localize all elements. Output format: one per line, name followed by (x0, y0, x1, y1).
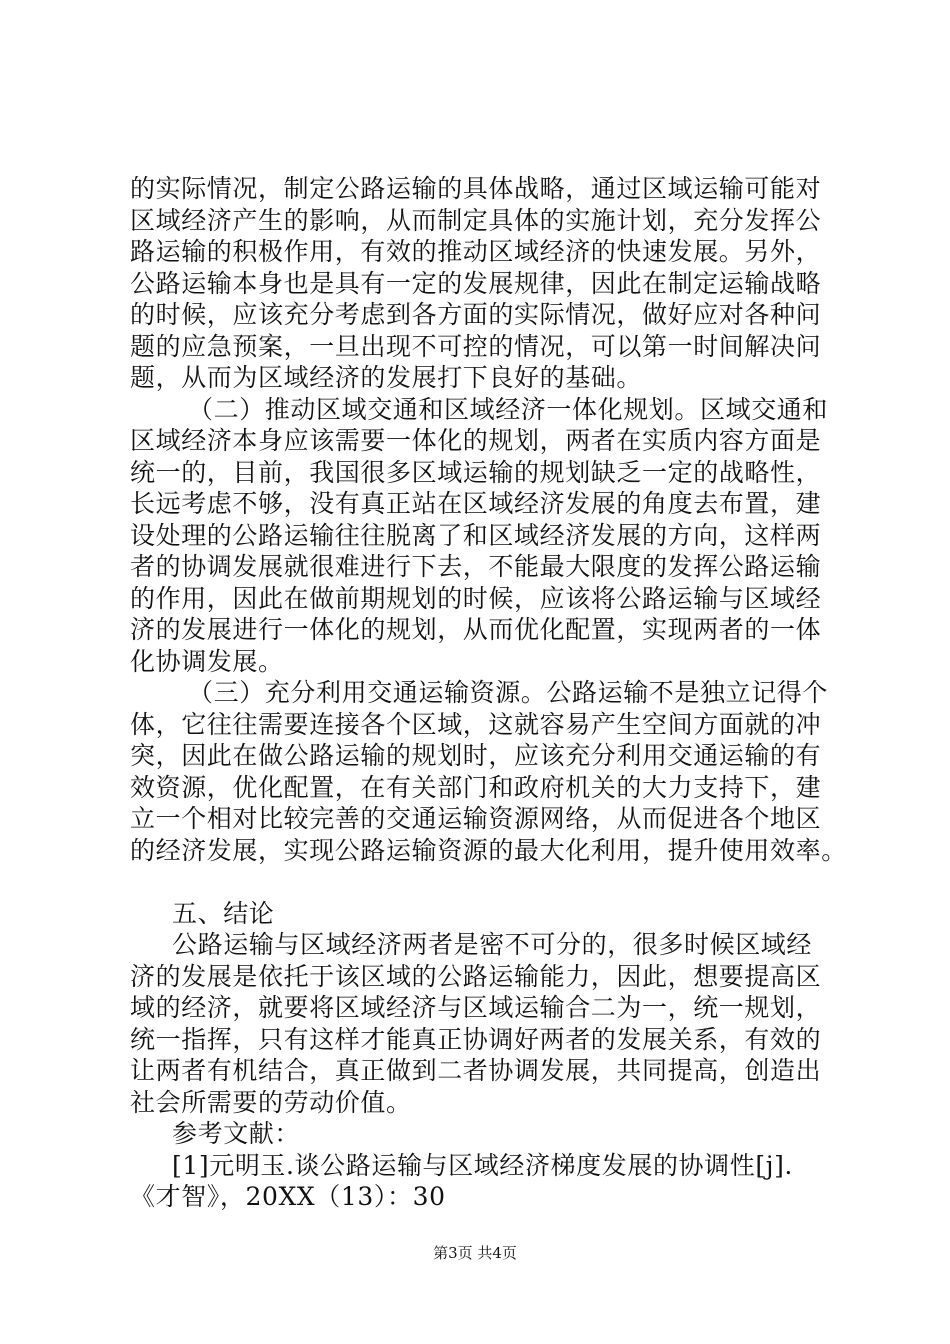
text-line: 的实际情况，制定公路运输的具体战略，通过区域运输可能对 (130, 174, 822, 203)
text-line: 题的应急预案，一旦出现不可控的情况，可以第一时间解决问 (130, 331, 822, 361)
text-line: 的作用，因此在做前期规划的时候，应该将公路运输与区域经 (130, 583, 822, 613)
text-line: 济的发展是依托于该区域的公路运输能力，因此，想要提高区 (130, 961, 822, 991)
text-line: 者的协调发展就很难进行下去，不能最大限度的发挥公路运输 (130, 552, 822, 581)
text-line: 效资源，优化配置，在有关部门和政府机关的大力支持下，建 (130, 772, 822, 802)
text-line: 路运输的积极作用，有效的推动区域经济的快速发展。另外， (130, 237, 822, 266)
text-line: 化协调发展。 (130, 646, 284, 676)
section-heading-2: （二）推动区域交通和区域经济一体化规划。区域交通和 (188, 394, 829, 424)
references-heading: 参考文献： (172, 1119, 301, 1148)
text-line: 济的发展进行一体化的规划，从而优化配置，实现两者的一体 (130, 615, 822, 644)
conclusion-heading: 五、结论 (172, 898, 275, 928)
text-line: 立一个相对比较完善的交通运输资源网络，从而促进各个地区 (130, 804, 822, 833)
text-line: 题，从而为区域经济的发展打下良好的基础。 (130, 363, 643, 392)
text-line: 区域经济产生的影响，从而制定具体的实施计划，充分发挥公 (130, 205, 822, 235)
text-line: 让两者有机结合，真正做到二者协调发展，共同提高，创造出 (130, 1056, 822, 1085)
text-line: 统一的，目前，我国很多区域运输的规划缺乏一定的战略性， (130, 457, 822, 487)
text-line: 社会所需要的劳动价值。 (130, 1087, 412, 1117)
text-line: 的经济发展，实现公路运输资源的最大化利用，提升使用效率。 (130, 835, 847, 865)
text-line: 区域经济本身应该需要一体化的规划，两者在实质内容方面是 (130, 426, 822, 455)
reference-item-continued: 《才智》，20XX（13）：30 (130, 1182, 446, 1211)
text-line: 公路运输本身也是具有一定的发展规律，因此在制定运输战略 (130, 268, 822, 298)
text-line: 域的经济，就要将区域经济与区域运输合二为一，统一规划， (130, 993, 822, 1022)
text-line: 突，因此在做公路运输的规划时，应该充分利用交通运输的有 (130, 741, 822, 770)
text-line: 公路运输与区域经济两者是密不可分的，很多时候区域经 (172, 930, 813, 959)
text-line: 体，它往往需要连接各个区域，这就容易产生空间方面就的冲 (130, 709, 822, 739)
section-heading-3: （三）充分利用交通运输资源。公路运输不是独立记得个 (188, 678, 829, 707)
text-line: 的时候，应该充分考虑到各方面的实际情况，做好应对各种问 (130, 300, 822, 329)
text-line: 长远考虑不够，没有真正站在区域经济发展的角度去布置，建 (130, 489, 822, 518)
page-footer (0, 1243, 950, 1263)
text-line: 统一指挥，只有这样才能真正协调好两者的发展关系，有效的 (130, 1024, 822, 1054)
text-line: 设处理的公路运输往往脱离了和区域经济发展的方向，这样两 (130, 520, 822, 550)
page-indicator: 第3页 共4页 (433, 1244, 517, 1262)
reference-item: [1]元明玉.谈公路运输与区域经济梯度发展的协调性[j]. (172, 1150, 793, 1180)
